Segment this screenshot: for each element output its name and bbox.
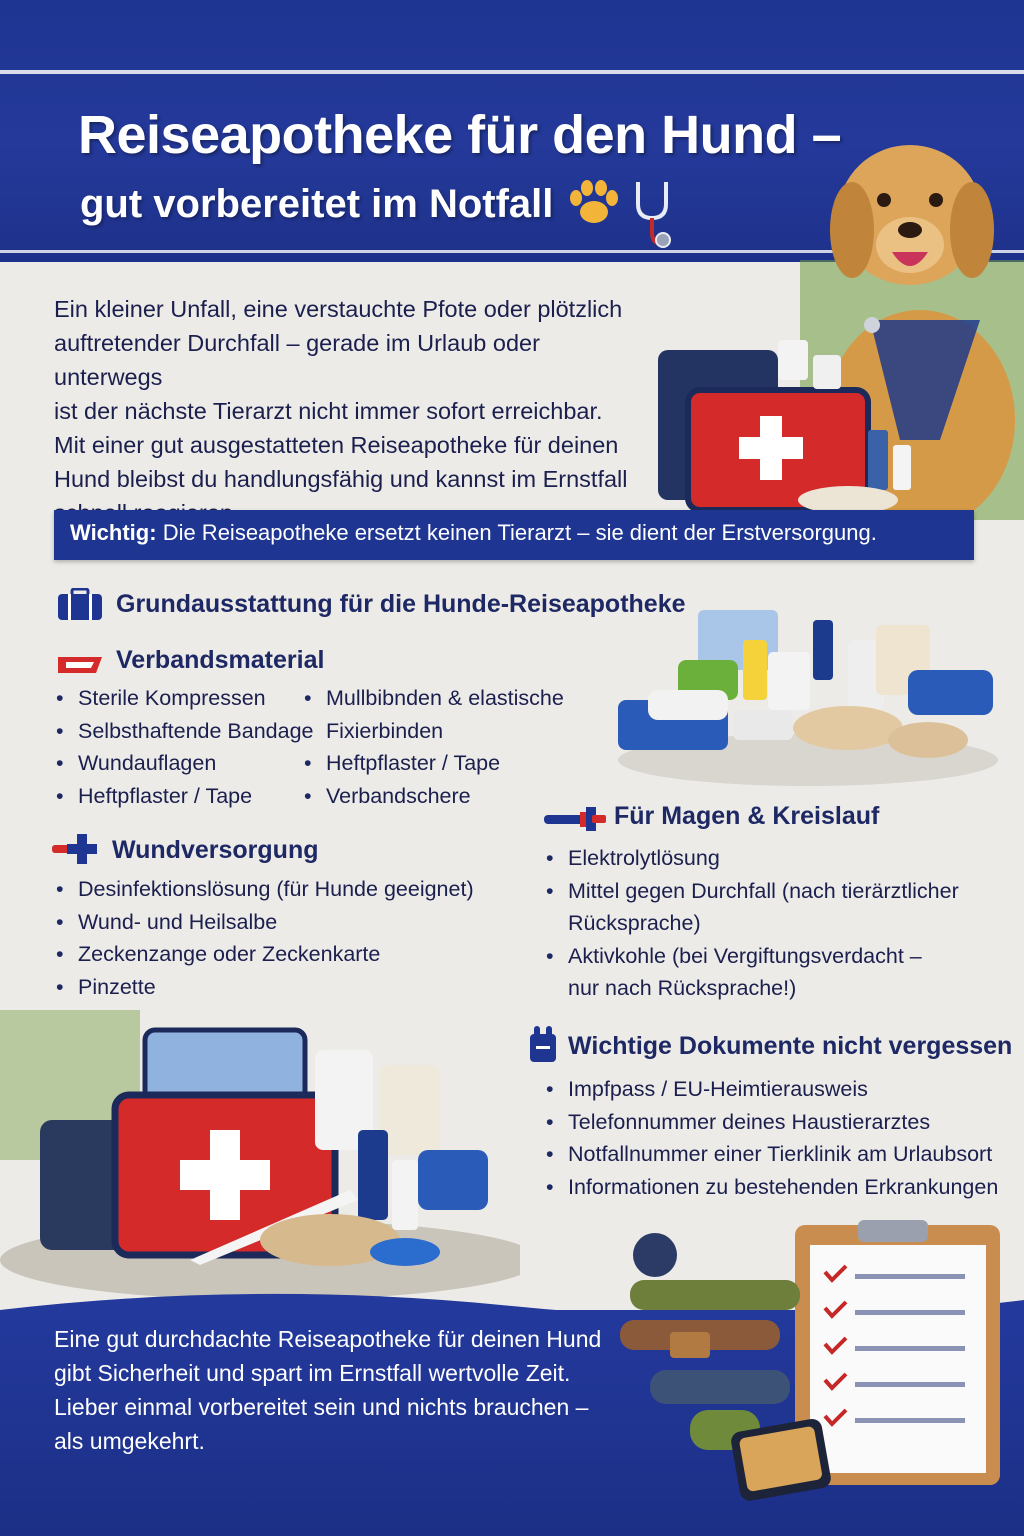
bandage-heading: Verbandsmaterial [116, 646, 325, 674]
intro-line: Hund bleibst du handlungsfähig und kannst im Ernstfall [54, 466, 628, 492]
outro-line: Lieber einmal vorbereitet sein und nichts brauchen – [54, 1394, 589, 1420]
stomach-heading: Für Magen & Kreislauf [614, 802, 880, 830]
medical-supplies-illustration [608, 600, 1008, 790]
outro-line: als umgekehrt. [54, 1428, 205, 1454]
bandage-list-right [304, 682, 564, 812]
list-item: • Impfpass / EU-Heimtierausweis [546, 1073, 998, 1106]
list-item-line: Rücksprache) [568, 911, 701, 935]
briefcase-icon [56, 588, 104, 622]
list-item: • Selbsthaftende Bandage [56, 715, 314, 748]
medical-cross-icon [52, 832, 102, 866]
outro-line: gibt Sicherheit und spart im Ernstfall wertvolle Zeit. [54, 1360, 571, 1386]
header-top-rule [0, 70, 1024, 74]
checklist-accessories-illustration [610, 1220, 1010, 1510]
note-label: Wichtig: [70, 520, 157, 545]
first-aid-bag-illustration [648, 330, 948, 520]
intro-line: ist der nächste Tierarzt nicht immer sofort erreichbar. [54, 398, 603, 424]
intro-line: Mit einer gut ausgestatteten Reiseapotheke für deinen [54, 432, 619, 458]
basics-heading: Grundausstattung für die Hunde-Reiseapotheke [116, 590, 686, 618]
note-text: Die Reiseapotheke ersetzt keinen Tierarzt – sie dient der Erstversorgung. [162, 520, 877, 545]
list-item-line: Aktivkohle (bei Vergiftungsverdacht – [568, 943, 922, 968]
intro-line: auftretender Durchfall – gerade im Urlaub oder unterwegs [54, 330, 540, 390]
paw-icon [566, 178, 622, 228]
docs-list [546, 1073, 998, 1203]
list-item: • Pinzette [56, 971, 474, 1004]
important-note [70, 520, 877, 546]
list-item-line: Fixierbinden [326, 718, 444, 743]
list-item: • Desinfektionslösung (für Hunde geeignet) [56, 873, 474, 906]
list-item: • Wund- und Heilsalbe [56, 906, 474, 939]
intro-line: Ein kleiner Unfall, eine verstauchte Pfote oder plötzlich [54, 296, 623, 322]
stethoscope-icon [630, 178, 674, 250]
list-item: • Sterile Kompressen [56, 682, 314, 715]
list-item: • Heftpflaster / Tape [304, 747, 564, 780]
list-item: • Telefonnummer deines Haustierarztes [546, 1106, 998, 1139]
list-item: • Wundauflagen [56, 747, 314, 780]
list-item: • Verbandschere [304, 780, 564, 813]
stomach-list [546, 842, 959, 1005]
outro-line: Eine gut durchdachte Reiseapotheke für deinen Hund [54, 1326, 602, 1352]
bandage-list-left [56, 682, 314, 812]
list-item: • Elektrolytlösung [546, 842, 959, 875]
list-item [304, 682, 564, 747]
list-item: • Zeckenzange oder Zeckenkarte [56, 938, 474, 971]
page-title: Reiseapotheke für den Hund – [78, 105, 842, 165]
list-item: • Informationen zu bestehenden Erkrankungen [546, 1171, 998, 1204]
list-item-line: Mittel gegen Durchfall (nach tierärztlicher [568, 878, 959, 903]
document-icon [528, 1026, 558, 1064]
list-item [546, 940, 959, 1005]
docs-heading: Wichtige Dokumente nicht vergessen [568, 1032, 1013, 1060]
list-item-line: nur nach Rücksprache!) [568, 976, 797, 1000]
page-subtitle: gut vorbereitet im Notfall [80, 182, 554, 226]
list-item: • Heftpflaster / Tape [56, 780, 314, 813]
wound-heading: Wundversorgung [112, 836, 319, 864]
list-item: • Notfallnummer einer Tierklinik am Urlaubsort [546, 1138, 998, 1171]
bandage-icon [56, 654, 104, 676]
important-note-bar [54, 510, 974, 560]
intro-paragraph [54, 292, 654, 530]
first-aid-kit-scene-illustration [0, 1010, 520, 1300]
list-item-line: Mullbibnden & elastische [326, 686, 564, 710]
list-item [546, 875, 959, 940]
syringe-icon [544, 804, 608, 834]
closing-paragraph [54, 1322, 634, 1458]
wound-list [56, 873, 474, 1003]
